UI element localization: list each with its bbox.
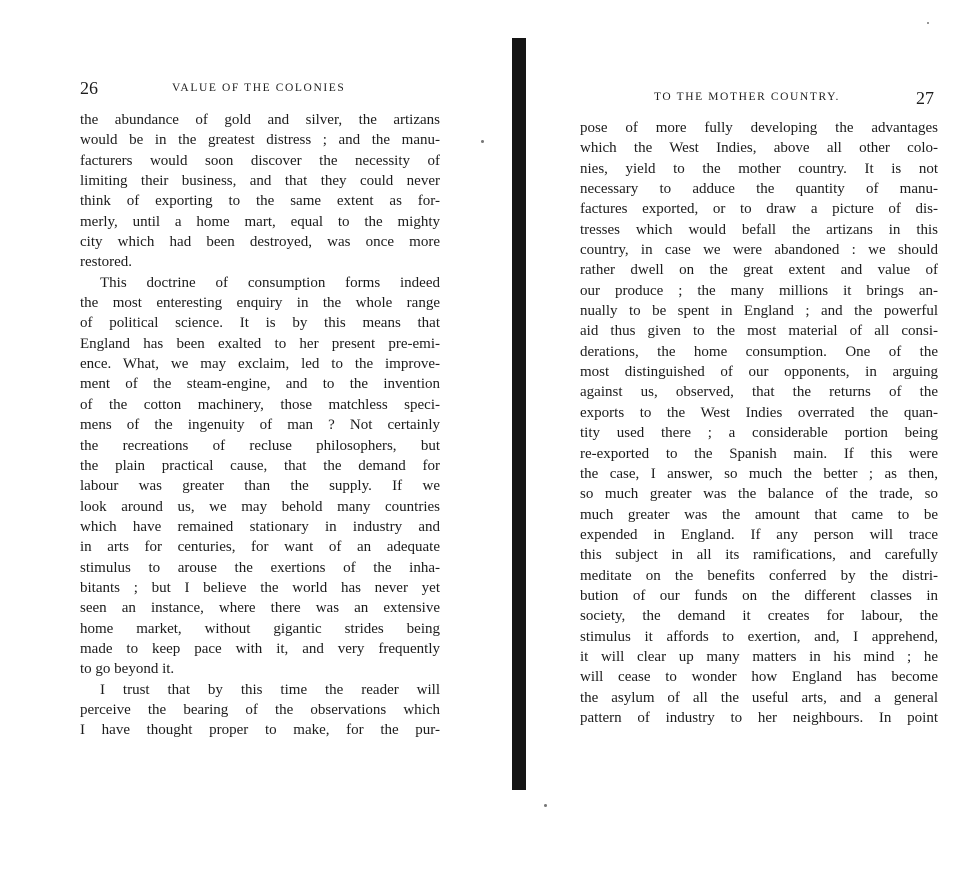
- text-line: derations, the home consumption. One of the: [580, 343, 938, 360]
- text-line: against us, observed, that the returns of the: [580, 384, 938, 401]
- text-line: the abundance of gold and silver, the artizans: [80, 112, 440, 128]
- text-line: perceive the bearing of the observations which: [80, 701, 440, 718]
- book-gutter-shadow: [512, 38, 526, 790]
- text-line: pose of more fully developing the advantages: [580, 120, 938, 136]
- text-line: re-exported to the Spanish main. If this were: [580, 445, 938, 462]
- text-line: country, in case we were abandoned : we should: [580, 242, 938, 259]
- text-line: think of exporting to the same extent as for-: [80, 193, 440, 210]
- text-line: aid thus given to the most material of all consi-: [580, 323, 938, 340]
- text-line: stimulus to arouse the exertions of the inha-: [80, 559, 440, 576]
- text-line: which the West Indies, above all other colo-: [580, 140, 938, 157]
- text-line: tity used there ; a considerable portion being: [580, 425, 938, 442]
- text-line: the asylum of all the useful arts, and a general: [580, 689, 938, 706]
- page-body-text: [580, 118, 938, 728]
- scan-speck: [481, 140, 484, 143]
- text-line: exports to the West Indies overrated the quan-: [580, 404, 938, 421]
- text-line: ence. What, we may exclaim, led to the improve-: [80, 356, 440, 373]
- text-line: so much greater was the balance of the trade, so: [580, 486, 938, 503]
- text-line: tresses which would befall the artizans in this: [580, 221, 938, 238]
- text-line: pattern of industry to her neighbours. In point: [580, 709, 938, 726]
- text-line: stimulus it affords to exertion, and, I apprehend,: [580, 628, 938, 645]
- text-line: bitants ; but I believe the world has never yet: [80, 579, 440, 596]
- text-line: nies, yield to the mother country. It is not: [580, 160, 938, 177]
- page-number: 26: [80, 78, 98, 98]
- text-line: would be in the greatest distress ; and the manu-: [80, 132, 440, 149]
- text-line: much greater was the amount that came to be: [580, 506, 938, 523]
- text-line: rather dwell on the great extent and value of: [580, 262, 938, 279]
- text-line: facturers would soon discover the necessity of: [80, 152, 440, 169]
- text-line: mens of the ingenuity of man ? Not certainly: [80, 417, 440, 434]
- text-line: the recreations of recluse philosophers, but: [80, 437, 440, 454]
- text-line: of the cotton machinery, those matchless speci-: [80, 396, 440, 413]
- scan-speck: [544, 804, 547, 807]
- text-line: of political science. It is by this means that: [80, 315, 440, 332]
- running-head: VALUE OF THE COLONIES: [172, 82, 346, 94]
- text-line: restored.: [80, 254, 133, 271]
- text-line: ment of the steam-engine, and to the invention: [80, 376, 440, 393]
- text-line: seen an instance, where there was an extensive: [80, 600, 440, 617]
- text-line: the most enteresting enquiry in the whole range: [80, 295, 440, 312]
- text-line: the plain practical cause, that the demand for: [80, 457, 440, 474]
- text-line: it will clear up many matters in his mind ; he: [580, 648, 938, 665]
- text-line: nually to be spent in England ; and the powerful: [580, 303, 938, 320]
- text-line: I have thought proper to make, for the pur-: [80, 722, 440, 739]
- text-line: meditate on the benefits conferred by the distri-: [580, 567, 938, 584]
- text-line: to go beyond it.: [80, 661, 175, 678]
- text-line: expended in England. If any person will trace: [580, 526, 938, 543]
- text-line: labour was greater than the supply. If we: [80, 478, 440, 495]
- text-line: merly, until a home mart, equal to the mighty: [80, 213, 440, 230]
- text-line: necessary to adduce the quantity of manu-: [580, 181, 938, 198]
- running-head: TO THE MOTHER COUNTRY.: [654, 91, 840, 103]
- text-line: England has been exalted to her present pre-emi-: [80, 335, 440, 352]
- text-line: home market, without gigantic strides being: [80, 620, 440, 637]
- text-line: factures exported, or to draw a picture of dis-: [580, 201, 938, 218]
- text-line: will cease to wonder how England has become: [580, 669, 938, 686]
- text-line: this subject in all its ramifications, and carefully: [580, 547, 938, 564]
- text-line: This doctrine of consumption forms indeed: [100, 274, 440, 291]
- right-page: [526, 0, 980, 885]
- text-line: most distinguished of our opponents, in arguing: [580, 364, 938, 381]
- text-line: I trust that by this time the reader will: [100, 681, 440, 698]
- text-line: in arts for centuries, for want of an adequate: [80, 539, 440, 556]
- text-line: made to keep pace with it, and very frequently: [80, 640, 440, 657]
- page-body-text: [80, 110, 440, 741]
- text-line: bution of our funds on the different classes in: [580, 587, 938, 604]
- text-line: society, the demand it creates for labour, the: [580, 608, 938, 625]
- text-line: limiting their business, and that they could never: [80, 173, 440, 190]
- text-line: the case, I answer, so much the better ; as then,: [580, 465, 938, 482]
- text-line: look around us, we may behold many countries: [80, 498, 440, 515]
- scan-speck: [927, 22, 929, 24]
- text-line: city which had been destroyed, was once more: [80, 234, 440, 251]
- page-number: 27: [916, 88, 934, 108]
- text-line: our produce ; the many millions it brings an-: [580, 282, 938, 299]
- text-line: which have remained stationary in industry and: [80, 518, 440, 535]
